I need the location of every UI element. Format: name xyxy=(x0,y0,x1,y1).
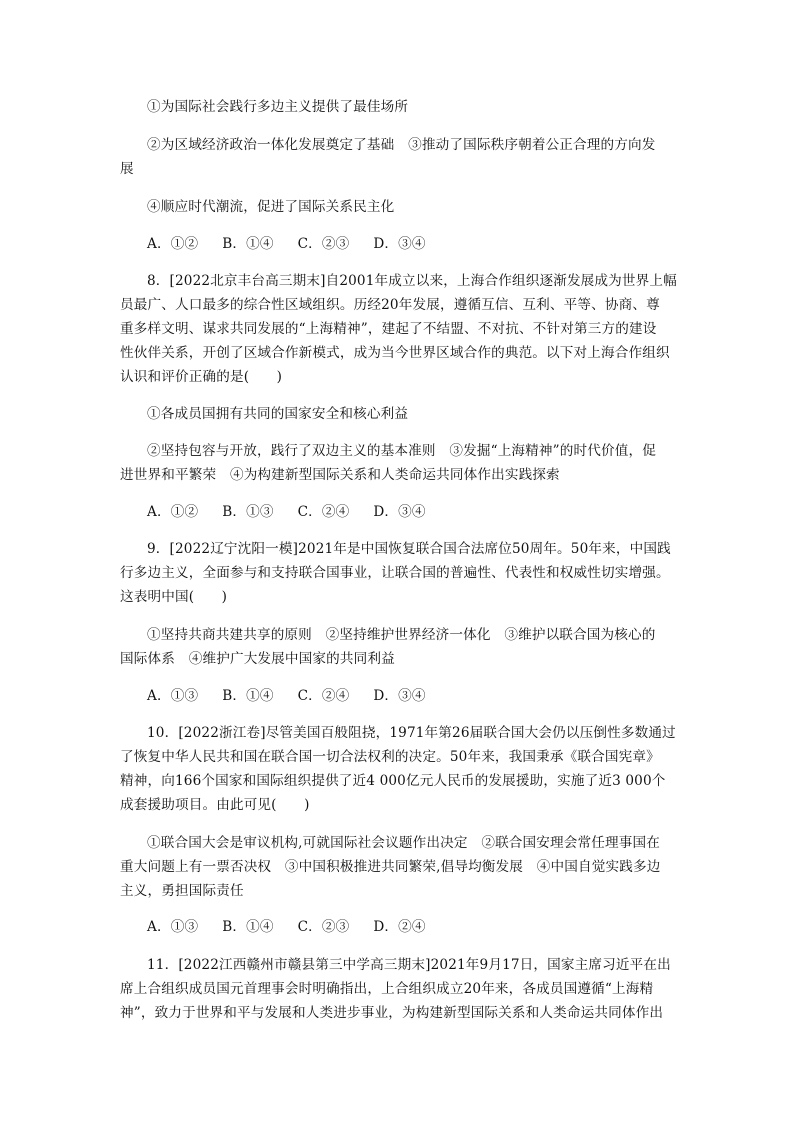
option-c[interactable]: C．②④ xyxy=(297,504,350,520)
q8-item-1: ①各成员国拥有共同的国家安全和核心利益 xyxy=(147,406,409,422)
option-d[interactable]: D．③④ xyxy=(373,688,426,704)
q8-stem-line: 重多样文明、谋求共同发展的“上海精神”，建起了不结盟、不对抗、不针对第三方的建设 xyxy=(120,321,657,337)
option-d[interactable]: D．③④ xyxy=(373,504,426,520)
q10-options xyxy=(147,918,450,936)
q7-item-2-3: ②为区域经济政治一体化发展奠定了基础 ③推动了国际秩序朝着公正合理的方向发 xyxy=(147,137,656,153)
q8-stem-line: 性伙伴关系，开创了区域合作新模式，成为当今世界区域合作的典范。以下对上海合作组织 xyxy=(120,345,670,361)
q10-stem-line: 10．[2022浙江卷]尽管美国百般阻挠，1971年第26届联合国大会仍以压倒性多数通过 xyxy=(147,725,676,741)
q8-options xyxy=(147,503,450,521)
q7-item-4: ④顺应时代潮流，促进了国际关系民主化 xyxy=(147,199,395,215)
option-b[interactable]: B．①④ xyxy=(222,688,274,704)
option-a[interactable]: A．①③ xyxy=(147,688,199,704)
q10-stem-line: 成套援助项目。由此可见( ) xyxy=(120,797,310,813)
q9-item-3-4: 国际体系 ④维护广大发展中国家的共同利益 xyxy=(120,651,395,667)
q8-item-2-3: ②坚持包容与开放，践行了双边主义的基本准则 ③发掘“上海精神”的时代价值，促 xyxy=(147,443,656,459)
q9-options xyxy=(147,687,450,705)
option-b[interactable]: B．①④ xyxy=(222,919,274,935)
q10-item-2-4: 重大问题上有一票否决权 ③中国积极推进共同繁荣,倡导均衡发展 ④中国自觉实践多边 xyxy=(120,859,661,875)
q9-stem-line: 行多边主义，全面参与和支持联合国事业，让联合国的普遍性、代表性和权威性切实增强。 xyxy=(120,565,670,581)
q10-item-1-2: ①联合国大会是审议机构,可就国际社会议题作出决定 ②联合国安理会常任理事国在 xyxy=(147,835,660,851)
q8-stem-line: 8．[2022北京丰台高三期末]自2001年成立以来，上海合作组织逐渐发展成为世界上幅 xyxy=(147,273,677,289)
option-a[interactable]: A．①③ xyxy=(147,919,199,935)
q8-stem-line: 员最广、人口最多的综合性区域组织。历经20年发展，遵循互信、互利、平等、协商、尊 xyxy=(120,297,660,313)
option-c[interactable]: C．②③ xyxy=(297,919,350,935)
q11-stem-line: 神”，致力于世界和平与发展和人类进步事业，为构建新型国际关系和人类命运共同体作出 xyxy=(120,1005,664,1021)
q8-item-3-4: 进世界和平繁荣 ④为构建新型国际关系和人类命运共同体作出实践探索 xyxy=(120,467,560,483)
q10-stem-line: 精神，向166个国家和国际组织提供了近4 000亿元人民币的发展援助，实施了近3 000个 xyxy=(120,773,666,789)
q8-stem-line: 认识和评价正确的是( ) xyxy=(120,369,283,385)
q9-item-1-3: ①坚持共商共建共享的原则 ②坚持维护世界经济一体化 ③维护以联合国为核心的 xyxy=(147,627,656,643)
option-b[interactable]: B．①③ xyxy=(222,504,274,520)
option-b[interactable]: B．①④ xyxy=(222,236,274,252)
option-d[interactable]: D．③④ xyxy=(373,236,426,252)
q9-stem-line: 这表明中国( ) xyxy=(120,589,228,605)
q10-stem-line: 了恢复中华人民共和国在联合国一切合法权利的决定。50年来，我国秉承《联合国宪章》 xyxy=(120,749,660,765)
option-c[interactable]: C．②④ xyxy=(297,688,350,704)
q7-options xyxy=(147,235,450,253)
option-c[interactable]: C．②③ xyxy=(297,236,350,252)
option-d[interactable]: D．②④ xyxy=(373,919,426,935)
option-a[interactable]: A．①② xyxy=(147,504,199,520)
q11-stem-line: 席上合组织成员国元首理事会时明确指出，上合组织成立20年来，各成员国遵循“上海精 xyxy=(120,981,654,997)
option-a[interactable]: A．①② xyxy=(147,236,199,252)
q7-item-2-3-cont: 展 xyxy=(120,161,134,177)
q10-item-4-cont: 主义，勇担国际责任 xyxy=(120,883,244,899)
q7-item-1: ①为国际社会践行多边主义提供了最佳场所 xyxy=(147,99,409,115)
q11-stem-line: 11．[2022江西赣州市赣县第三中学高三期末]2021年9月17日，国家主席习近平在出 xyxy=(147,957,671,973)
q9-stem-line: 9．[2022辽宁沈阳一模]2021年是中国恢复联合国合法席位50周年。50年来，中国践 xyxy=(147,541,671,557)
